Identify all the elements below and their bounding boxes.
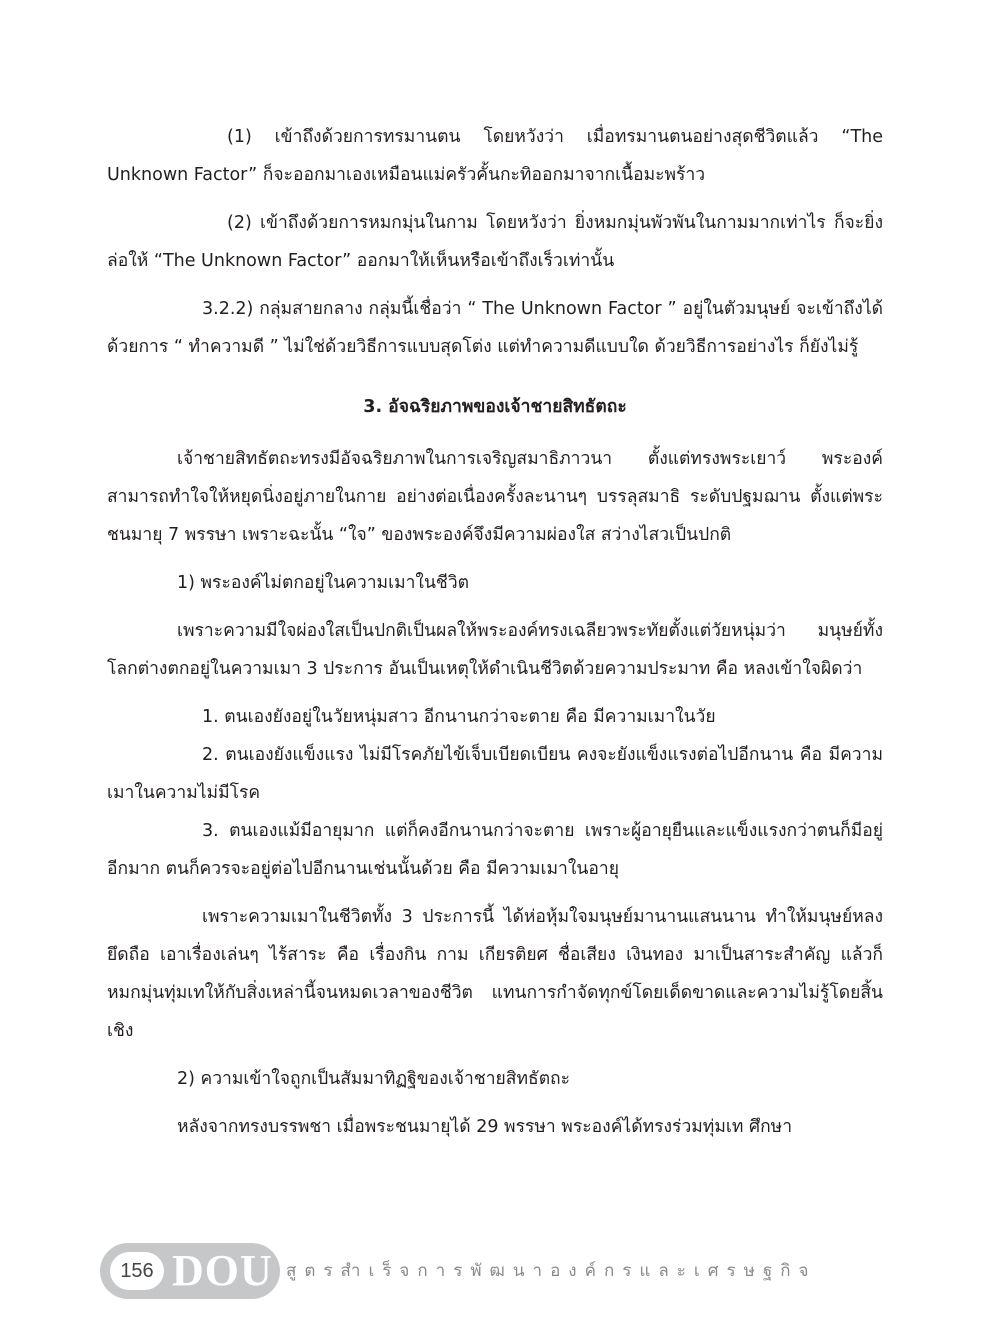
list-item-youth: 1. ตนเองยังอยู่ในวัยหนุ่มสาว อีกนานกว่าจะตาย คือ มีความเมาในวัย <box>202 707 716 727</box>
list-item-health: 2. ตนเองยังแข็งแรง ไม่มีโรคภัยไข้เจ็บเบียดเบียน คงจะยังแข็งแรงต่อไปอีกนาน คือ มีความเมาในความไม่มีโรค <box>107 745 883 803</box>
subheading-right-view: 2) ความเข้าใจถูกเป็นสัมมาทิฏฐิของเจ้าชายสิทธัตถะ <box>177 1069 571 1089</box>
dou-logo: DOU <box>172 1246 273 1295</box>
paragraph-ordination: หลังจากทรงบรรพชา เมื่อพระชนมายุได้ 29 พรรษา พระองค์ได้ทรงร่วมทุ่มเท ศึกษา <box>177 1117 793 1137</box>
paragraph-torture-approach: (1) เข้าถึงด้วยการทรมานตน โดยหวังว่า เมื่อทรมานตนอย่างสุดชีวิตแล้ว “The Unknown Factor” ก็จะออกมาเองเหมือนแม่ครัวคั้นกะทิออกมาจากเนื้อมะพร้าว <box>107 127 883 185</box>
paragraph-genius: เจ้าชายสิทธัตถะทรงมีอัจฉริยภาพในการเจริญสมาธิภาวนา ตั้งแต่ทรงพระเยาว์ พระองค์สามารถทำใจให้หยุดนิ่งอยู่ภายในกาย อย่างต่อเนื่องครั้งละนานๆ บรรลุสมาธิ ระดับปฐมฌาน ตั้งแต่พระชนมายุ 7 พรรษา เพราะฉะนั้น “ใจ” ของพระองค์จึงมีความผ่องใส สว่างไสวเป็นปกติ <box>107 449 883 545</box>
page-footer <box>100 1243 900 1299</box>
paragraph-sensual-approach: (2) เข้าถึงด้วยการหมกมุ่นในกาม โดยหวังว่า ยิ่งหมกมุ่นพัวพันในกามมากเท่าไร ก็จะยิ่งล่อให้ “The Unknown Factor” ออกมาให้เห็นหรือเข้าถึงเร็วเท่านั้น <box>107 213 883 271</box>
list-item-life: 3. ตนเองแม้มีอายุมาก แต่ก็คงอีกนานกว่าจะตาย เพราะผู้อายุยืนและแข็งแรงกว่าตนก็มีอยู่อีกมาก ตนก็ควรจะอยู่ต่อไปอีกนานเช่นนั้นด้วย คือ มีความเมาในอายุ <box>107 821 883 879</box>
paragraph-middle-group: 3.2.2) กลุ่มสายกลาง กลุ่มนี้เชื่อว่า “ The Unknown Factor ” อยู่ในตัวมนุษย์ จะเข้าถึงได้ด้วยการ “ ทำความดี ” ไม่ใช่ด้วยวิธีการแบบสุดโต่ง แต่ทำความดีแบบใด ด้วยวิธีการอย่างไร ก็ยังไม่รู้ <box>107 299 883 357</box>
footer-badge <box>100 1243 280 1299</box>
page-body <box>107 118 883 1146</box>
book-title: สูตรสำเร็จการพัฒนาองค์กรและเศรษฐกิจ <box>286 1261 817 1281</box>
paragraph-consequence: เพราะความเมาในชีวิตทั้ง 3 ประการนี้ ได้ห่อหุ้มใจมนุษย์มานานแสนนาน ทำให้มนุษย์หลงยึดถือ เอาเรื่องเล่นๆ ไร้สาระ คือ เรื่องกิน กาม เกียรติยศ ชื่อเสียง เงินทอง มาเป็นสาระสำคัญ แล้วก็หมกมุ่นทุ่มเทให้กับสิ่งเหล่านี้จนหมดเวลาของชีวิต แทนการกำจัดทุกข์โดยเด็ดขาดและความไม่รู้โดยสิ้นเชิง <box>107 907 883 1041</box>
paragraph-three-intoxications: เพราะความมีใจผ่องใสเป็นปกติเป็นผลให้พระองค์ทรงเฉลียวพระทัยตั้งแต่วัยหนุ่มว่า มนุษย์ทั้งโลกต่างตกอยู่ในความเมา 3 ประการ อันเป็นเหตุให้ดำเนินชีวิตด้วยความประมาท คือ หลงเข้าใจผิดว่า <box>107 621 883 679</box>
subheading-not-intoxicated: 1) พระองค์ไม่ตกอยู่ในความเมาในชีวิต <box>177 573 470 593</box>
page-number: 156 <box>110 1252 164 1290</box>
section-heading: 3. อัจฉริยภาพของเจ้าชายสิทธัตถะ <box>363 397 627 417</box>
